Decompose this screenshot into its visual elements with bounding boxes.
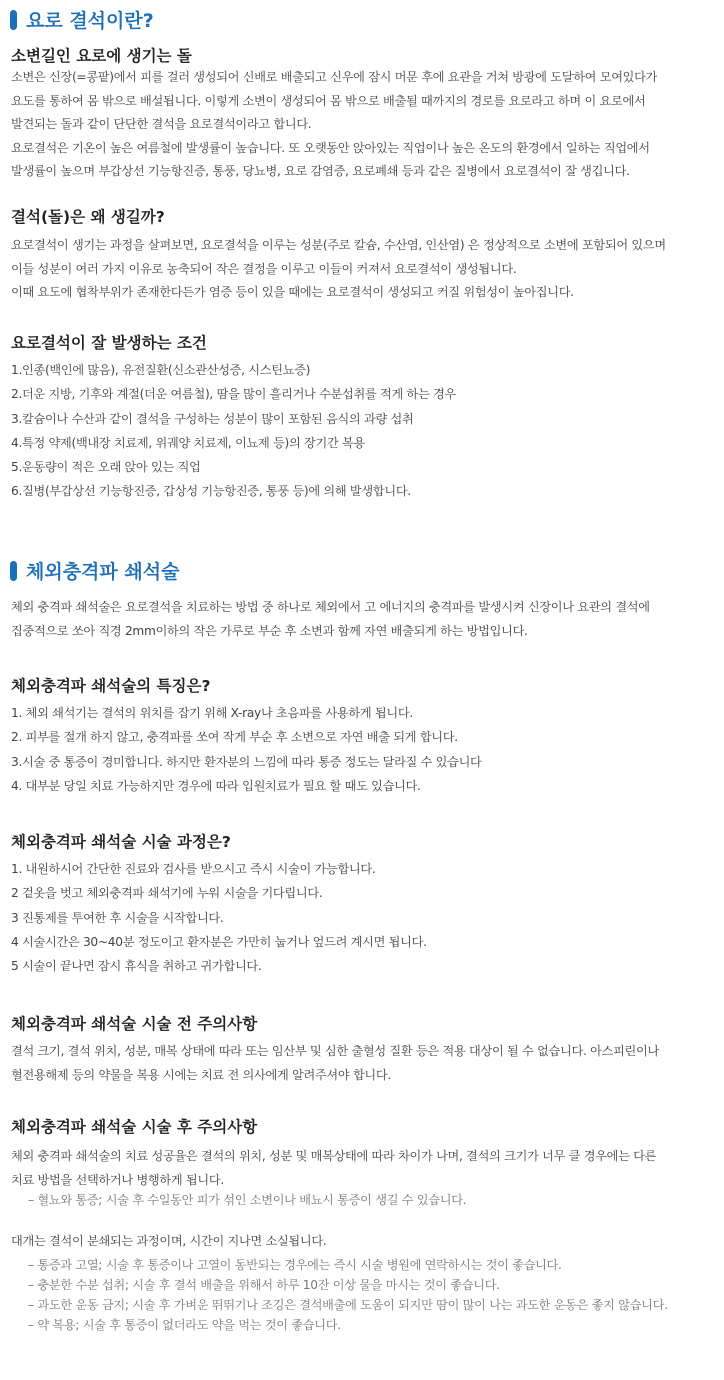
text-line: 혈전용해제 등의 약물을 복용 시에는 치료 전 의사에게 알려주셔야 합니다. [11,1067,391,1082]
list-item: 1. 내원하시어 간단한 진료와 검사를 받으시고 즉시 시술이 가능합니다. [11,862,376,876]
list-item: 4 시술시간은 30~40분 정도이고 환자분은 가만히 눕거나 엎드려 계시면 됩니다. [11,934,427,949]
subheading-definition: 소변길인 요로에 생기는 돌 [11,47,192,65]
text-line: 요도를 통하여 몸 밖으로 배설됩니다. 이렇게 소변이 생성되어 몸 밖으로 배출될 때까지의 경로를 요로라고 하며 이 요로에서 [11,93,646,108]
text-line: 이들 성분이 여러 가지 이유로 농축되어 작은 결정을 이루고 이들이 커져서 요로결석이 생성됩니다. [11,261,517,276]
subheading-conditions: 요로결석이 잘 발생하는 조건 [11,334,207,352]
note-list-aftercare [28,1255,718,1335]
text-line: 이때 요도에 협착부위가 존재한다든가 염증 등이 있을 때에는 요로결석이 생성되고 커질 위험성이 높아집니다. [11,285,574,299]
subheading-precautions-before: 체외충격파 쇄석술 시술 전 주의사항 [11,1015,258,1033]
list-item: 2 겉옷을 벗고 체외충격파 쇄석기에 누워 시술을 기다립니다. [11,886,323,901]
list-item: 4. 대부분 당일 치료 가능하지만 경우에 따라 입원치료가 필요 할 때도 있습니다. [11,778,421,793]
paragraph-definition [11,66,717,184]
text-line: 체외 충격파 쇄석술의 치료 성공율은 결석의 위치, 성분 및 매복상태에 따라 차이가 나며, 결석의 크기가 너무 클 경우에는 다른 [11,1149,657,1163]
list-item: 1.인종(백인에 많음), 유전질환(신소관산성증, 시스틴뇨증) [11,363,311,377]
list-item: 3 진통제를 투여한 후 시술을 시작합니다. [11,910,224,925]
note-list-hematuria [28,1190,718,1210]
paragraph-eswl-intro [11,596,717,643]
text-line: 집중적으로 쏘아 직경 2mm이하의 작은 가루로 부순 후 소변과 함께 자연 배출되게 하는 방법입니다. [11,623,528,638]
section-title-text: 요로 결석이란? [26,10,154,32]
note-item: – 약 복용; 시술 후 통증이 없더라도 약을 먹는 것이 좋습니다. [28,1318,341,1332]
list-item: 1. 체외 쇄석기는 결석의 위치를 잡기 위해 X-ray나 초음파를 사용하게 됩니다. [11,706,413,720]
section-title-eswl [10,557,179,584]
list-item: 4.특정 약제(백내장 치료제, 위궤양 치료제, 이뇨제 등)의 장기간 복용 [11,435,365,450]
text-line: 소변은 신장(=콩팥)에서 피를 걸러 생성되어 신배로 배출되고 신우에 잠시 머문 후에 요관을 거쳐 방광에 도달하여 모여있다가 [11,70,658,84]
text-line: 요로결석은 기온이 높은 여름철에 발생률이 높습니다. 또 오랫동안 앉아있는 직업이나 높은 온도의 환경에서 일하는 직업에서 [11,140,650,155]
list-item: 5 시술이 끝나면 잠시 휴식을 취하고 귀가합니다. [11,959,262,974]
paragraph-precautions-after [11,1145,717,1192]
list-features [11,701,717,798]
list-procedure [11,857,717,978]
section-bar-marker [10,10,17,30]
text-line: 체외 충격파 쇄석술은 요로결석을 치료하는 방법 중 하나로 체외에서 고 에너지의 충격파를 발생시켜 신장이나 요관의 결석에 [11,600,650,614]
list-item: 6.질병(부갑상선 기능항진증, 갑상성 기능항진증, 통풍 등)에 의해 발생합니다. [11,484,411,499]
note-item: – 통증과 고열; 시술 후 통증이나 고열이 동반되는 경우에는 즉시 시술 병원에 연락하시는 것이 좋습니다. [28,1258,562,1272]
subheading-features: 체외충격파 쇄석술의 특징은? [11,677,211,695]
paragraph-dissolution: 대개는 결석이 분쇄되는 과정이며, 시간이 지나면 소실됩니다. [11,1234,327,1248]
text-line: 발견되는 돌과 같이 단단한 결석을 요로결석이라고 합니다. [11,117,312,131]
paragraph-cause [11,234,717,305]
subheading-precautions-after: 체외충격파 쇄석술 시술 후 주의사항 [11,1118,258,1136]
paragraph-precautions-before [11,1040,717,1087]
text-line: 결석 크기, 결석 위치, 성분, 매복 상태에 따라 또는 임산부 및 심한 출혈성 질환 등은 적용 대상이 될 수 없습니다. 아스피린이나 [11,1044,659,1058]
note-item: – 혈뇨와 통증; 시술 후 수일동안 피가 섞인 소변이나 배뇨시 통증이 생길 수 있습니다. [28,1193,467,1207]
text-line: 요로결석이 생기는 과정을 살펴보면, 요로결석을 이루는 성분(주로 칼슘, 수산염, 인산염) 은 정상적으로 소변에 포함되어 있으며 [11,238,666,252]
note-item: – 과도한 운동 금지; 시술 후 가벼운 뛰뛰기나 조깅은 결석배출에 도움이 되지만 땀이 많이 나는 과도한 운동은 좋지 않습니다. [28,1298,668,1312]
text-line: 발생률이 높으며 부갑상선 기능항진증, 통풍, 당뇨병, 요로 감염증, 요로폐쇄 등과 같은 질병에서 요로결석이 잘 생깁니다. [11,164,630,178]
list-item: 2.더운 지방, 기후와 계절(더운 여름철), 땀을 많이 흘리거나 수분섭취를 적게 하는 경우 [11,387,457,402]
note-item: – 충분한 수분 섭취; 시술 후 결석 배출을 위해서 하루 10잔 이상 물을 마시는 것이 좋습니다. [28,1278,500,1292]
section-title-text: 체외충격파 쇄석술 [26,561,180,583]
list-conditions [11,358,717,504]
list-item: 3.시술 중 통증이 경미합니다. 하지만 환자분의 느낌에 따라 통증 정도는 달라질 수 있습니다 [11,754,482,769]
section-bar-marker [10,561,17,581]
text-line: 치료 방법을 선택하거나 병행하게 됩니다. [11,1172,224,1187]
section-title-urolithiasis [10,6,154,33]
subheading-cause: 결석(돌)은 왜 생길까? [11,208,165,226]
list-item: 5.운동량이 적은 오래 앉아 있는 직업 [11,460,201,475]
list-item: 3.칼슘이나 수산과 같이 결석을 구성하는 성분이 많이 포함된 음식의 과량 섭취 [11,411,414,426]
list-item: 2. 피부를 절개 하지 않고, 충격파를 쏘여 작게 부순 후 소변으로 자연 배출 되게 합니다. [11,730,458,745]
subheading-procedure: 체외충격파 쇄석술 시술 과정은? [11,833,231,851]
